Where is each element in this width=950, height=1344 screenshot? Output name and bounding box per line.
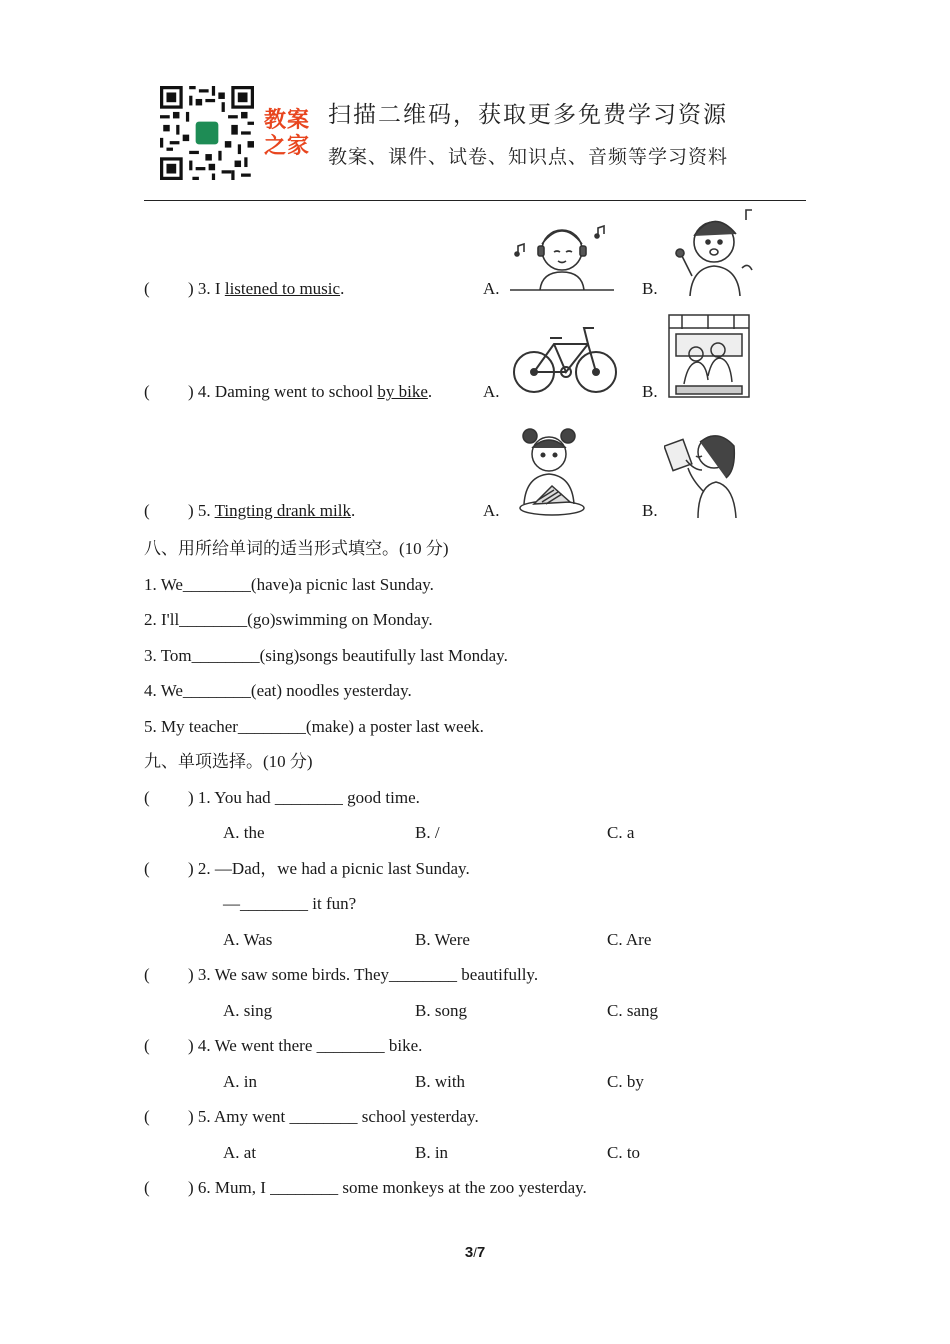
choice-option-c[interactable]: C. sang [607, 1001, 658, 1020]
girl-listening-music-picture [510, 214, 614, 296]
girl-singing-picture [668, 206, 758, 296]
fill-blank-item-3: 3. Tom________(sing)songs beautifully last Monday. [144, 646, 508, 665]
qr-code-icon [160, 86, 254, 180]
choice-option-b[interactable]: B. song [415, 1001, 467, 1020]
option-a-label: A. [483, 501, 500, 520]
picture-question-5: ( ) 5. Tingting drank milk. [144, 501, 356, 520]
choice-option-a[interactable]: A. in [223, 1072, 257, 1091]
choice-question-4: ( ) 4. We went there ________ bike. [144, 1036, 423, 1055]
choice-option-b[interactable]: B. with [415, 1072, 466, 1091]
choice-option-a[interactable]: A. the [223, 823, 265, 842]
page-number: 3/7 [464, 1244, 486, 1261]
header-subslogan: 教案、课件、试卷、知识点、音频等学习资料 [328, 146, 729, 168]
choice-option-b[interactable]: B. Were [415, 930, 470, 949]
section-8-title: 八、用所给单词的适当形式填空。(10 分) [144, 539, 449, 558]
choice-question-2: ( ) 2. —Dad，we had a picnic last Sunday. [144, 859, 470, 878]
option-b-label: B. [642, 501, 658, 520]
choice-option-a[interactable]: A. at [223, 1143, 257, 1162]
girl-drinking-milk-picture [664, 430, 740, 518]
option-b-label: B. [642, 279, 658, 298]
page-header [160, 86, 820, 182]
choice-option-c[interactable]: C. a [607, 823, 635, 842]
header-divider [144, 200, 806, 201]
option-a-label: A. [483, 279, 500, 298]
people-on-bus-picture [668, 314, 750, 398]
header-slogan: 扫描二维码，获取更多免费学习资源 [328, 102, 728, 128]
picture-question-4: ( ) 4. Daming went to school by bike. [144, 382, 433, 401]
choice-question-6: ( ) 6. Mum, I ________ some monkeys at the zoo yesterday. [144, 1178, 587, 1197]
option-b-label: B. [642, 382, 658, 401]
choice-option-b[interactable]: B. / [415, 823, 440, 842]
choice-option-c[interactable]: C. by [607, 1072, 644, 1091]
brand-logo: 教案之家 [264, 108, 311, 159]
picture-question-3: ( ) 3. I listened to music. [144, 279, 345, 298]
choice-option-a[interactable]: A. Was [223, 930, 273, 949]
bicycle-picture [510, 318, 620, 398]
choice-question-5: ( ) 5. Amy went ________ school yesterday. [144, 1107, 479, 1126]
choice-option-c[interactable]: C. Are [607, 930, 652, 949]
answer-paren-open[interactable]: ( [144, 279, 150, 298]
fill-blank-item-1: 1. We________(have)a picnic last Sunday. [144, 575, 434, 594]
choice-question-3: ( ) 3. We saw some birds. They________ beautifully. [144, 965, 539, 984]
choice-option-b[interactable]: B. in [415, 1143, 449, 1162]
section-9-title: 九、单项选择。(10 分) [144, 752, 313, 771]
choice-question-1: ( ) 1. You had ________ good time. [144, 788, 420, 807]
fill-blank-item-2: 2. I'll________(go)swimming on Monday. [144, 610, 433, 629]
girl-eating-cake-picture [510, 424, 590, 518]
choice-option-a[interactable]: A. sing [223, 1001, 273, 1020]
choice-option-c[interactable]: C. to [607, 1143, 641, 1162]
fill-blank-item-4: 4. We________(eat) noodles yesterday. [144, 681, 412, 700]
fill-blank-item-5: 5. My teacher________(make) a poster last week. [144, 717, 484, 736]
choice-question-2-continuation: —________ it fun? [223, 894, 357, 913]
option-a-label: A. [483, 382, 500, 401]
